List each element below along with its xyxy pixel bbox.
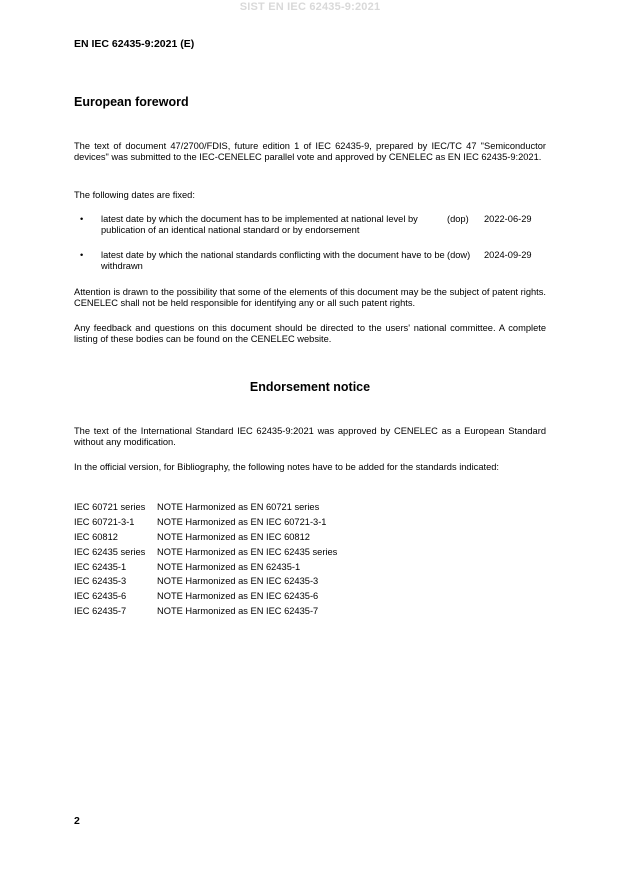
page-number: 2 <box>74 815 80 827</box>
harmonized-note: NOTE Harmonized as EN IEC 62435-7 <box>157 606 319 617</box>
standard-id: IEC 60721-3-1 <box>74 516 135 527</box>
endorsement-title: Endorsement notice <box>249 380 371 394</box>
document-reference: EN IEC 62435-9:2021 (E) <box>74 38 195 50</box>
standard-id: IEC 62435-7 <box>74 606 127 617</box>
watermark: SIST EN IEC 62435-9:2021 <box>239 1 381 13</box>
date-item-date: 2022-06-29 <box>484 214 532 224</box>
harmonized-note: NOTE Harmonized as EN 62435-1 <box>157 561 301 572</box>
endorsement-paragraph-2: In the official version, for Bibliography, the following notes have to be added for the standards indicated: <box>74 462 499 472</box>
harmonized-note: NOTE Harmonized as EN IEC 62435-3 <box>157 576 319 587</box>
foreword-paragraph-4: Any feedback and questions on this document should be directed to the users' national committee. A complete listing of these bodies can be found on the CENELEC website. <box>74 323 546 345</box>
bullet-icon: • <box>80 214 84 224</box>
bullet-icon: • <box>80 250 84 260</box>
standard-id: IEC 60812 <box>74 531 118 542</box>
standard-id: IEC 62435-6 <box>74 591 127 602</box>
harmonized-note: NOTE Harmonized as EN IEC 60812 <box>157 531 310 542</box>
harmonized-note: NOTE Harmonized as EN IEC 62435 series <box>157 546 338 557</box>
standard-id: IEC 62435-1 <box>74 561 127 572</box>
date-item-abbreviation: (dow) <box>447 250 471 260</box>
harmonized-note: NOTE Harmonized as EN 60721 series <box>157 502 320 512</box>
harmonized-note: NOTE Harmonized as EN IEC 60721-3-1 <box>157 516 327 527</box>
foreword-paragraph-1: The text of document 47/2700/FDIS, future edition 1 of IEC 62435-9, prepared by IEC/TC 47 "Semiconductor devices" was submitted to the IEC-CENELEC parallel vote and approved by CENELEC as EN IEC 62435-9:2021. <box>74 141 546 163</box>
date-item-text: latest date by which the document has to be implemented at national level by publication of an identical national standard or by endorsement <box>101 214 418 236</box>
endorsement-paragraph-1: The text of the International Standard IEC 62435-9:2021 was approved by CENELEC as a European Standard without any modification. <box>74 426 546 448</box>
standard-id: IEC 62435-3 <box>74 576 127 587</box>
date-item-abbreviation: (dop) <box>447 214 469 224</box>
foreword-paragraph-2: The following dates are fixed: <box>74 190 195 200</box>
standard-id: IEC 60721 series <box>74 502 146 512</box>
date-item-date: 2024-09-29 <box>484 250 532 260</box>
harmonized-note: NOTE Harmonized as EN IEC 62435-6 <box>157 591 319 602</box>
standard-id: IEC 62435 series <box>74 546 146 557</box>
foreword-title: European foreword <box>74 95 189 109</box>
foreword-paragraph-3: Attention is drawn to the possibility that some of the elements of this document may be the subject of patent rights. CENELEC shall not be held responsible for identifying any or all such patent rights. <box>74 287 546 309</box>
date-item-text: latest date by which the national standards conflicting with the document have to be withdrawn <box>101 250 445 272</box>
